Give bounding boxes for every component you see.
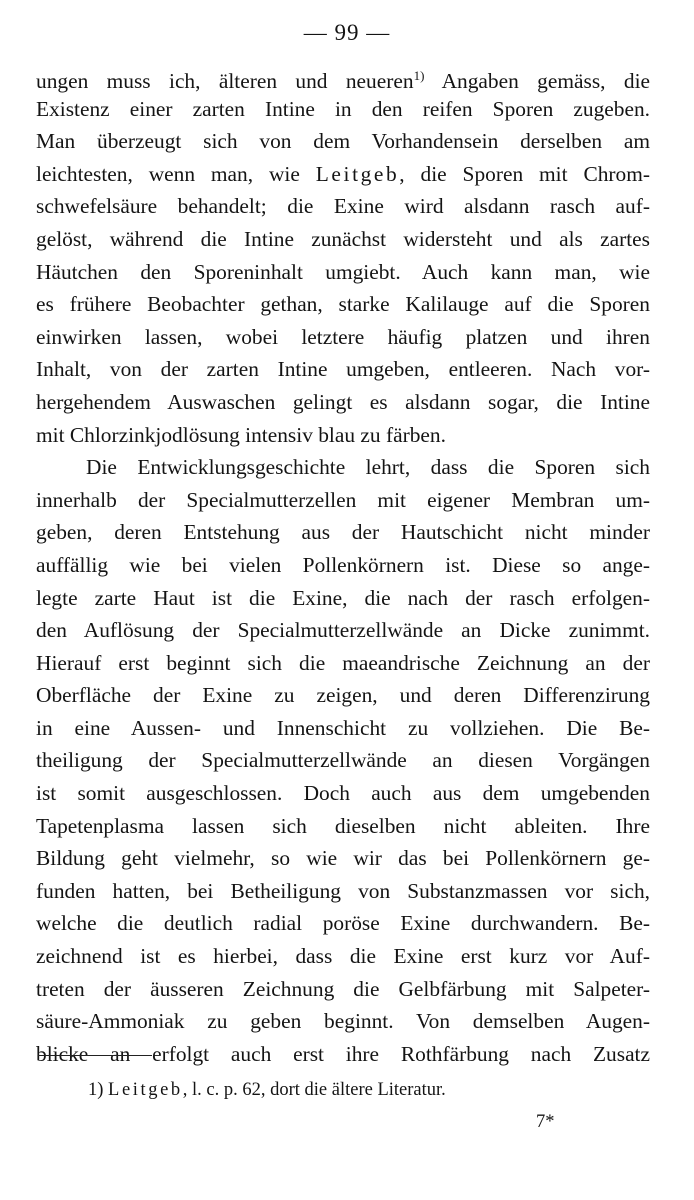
text-run: hergehendem Auswaschen gelingt es alsdann sogar, die Intine — [36, 389, 650, 414]
text-run: säure-Ammoniak zu geben beginnt. Von demselben Augen- — [36, 1009, 650, 1034]
text-run: leichtesten, wenn man, wie — [36, 161, 316, 186]
text-run: , l. c. p. 62, dort die ältere Literatur. — [182, 1080, 446, 1100]
text-run: in eine Aussen- und Innenschicht zu vollziehen. Die Be- — [36, 715, 650, 740]
text-line — [36, 386, 650, 419]
text-run: welche die deutlich radial poröse Exine durchwandern. Be- — [36, 911, 650, 936]
text-line — [36, 223, 650, 256]
text-line — [36, 907, 650, 940]
printer-signature: 7* — [536, 1112, 555, 1132]
text-run: zeichnend ist es hierbei, dass die Exine erst kurz vor Auf- — [36, 944, 650, 969]
spaced-author-name: Leitgeb — [108, 1080, 183, 1100]
text-line — [36, 549, 650, 582]
text-run: es frühere Beobachter gethan, starke Kalilauge auf die Sporen — [36, 292, 650, 317]
text-line — [36, 614, 650, 647]
spaced-author-name: Leitgeb — [315, 161, 400, 186]
text-run: 1) — [88, 1080, 109, 1100]
text-line — [36, 712, 650, 745]
text-run: ungen muss ich, älteren und neueren — [36, 69, 414, 93]
footnote — [88, 1077, 446, 1103]
text-run: mit Chlorzinkjodlösung intensiv blau zu färben. — [36, 422, 446, 447]
text-run: Bildung geht vielmehr, so wie wir das bei Pollenkörnern ge- — [36, 846, 650, 871]
text-line — [36, 582, 650, 615]
text-line — [36, 777, 650, 810]
text-line — [36, 516, 650, 549]
text-run: Existenz einer zarten Intine in den reifen Sporen zugeben. — [36, 96, 650, 121]
text-run: auffällig wie bei vielen Pollenkörnern ist. Diese so ange- — [36, 552, 650, 577]
text-run: innerhalb der Specialmutterzellen mit eigener Membran um- — [36, 487, 650, 512]
text-line — [36, 484, 650, 517]
text-run: gelöst, während die Intine zunächst widersteht und als zartes — [36, 226, 650, 251]
text-run: schwefelsäure behandelt; die Exine wird alsdann rasch auf- — [36, 194, 650, 219]
text-run: den Auflösung der Specialmutterzellwände an Dicke zunimmt. — [36, 618, 650, 643]
text-line — [36, 973, 650, 1006]
text-line — [36, 419, 650, 452]
text-run: Man überzeugt sich von dem Vorhandensein derselben am — [36, 129, 650, 154]
text-run: Inhalt, von der zarten Intine umgeben, entleeren. Nach vor- — [36, 357, 650, 382]
text-run: Angaben gemäss, die — [424, 69, 650, 93]
text-line — [36, 93, 650, 126]
text-line — [36, 60, 650, 93]
text-run: theiligung der Specialmutterzellwände an diesen Vorgängen — [36, 748, 650, 773]
text-line — [36, 158, 650, 191]
text-run: Hierauf erst beginnt sich die maeandrische Zeichnung an der — [36, 650, 650, 675]
text-line — [36, 679, 650, 712]
text-line — [36, 288, 650, 321]
text-line — [36, 190, 650, 223]
page-number: — 99 — — [303, 20, 391, 45]
text-line — [36, 810, 650, 843]
text-line — [36, 125, 650, 158]
text-run: Oberfläche der Exine zu zeigen, und deren Differenzirung — [36, 683, 650, 708]
text-line — [36, 353, 650, 386]
text-run: , die Sporen mit Chrom- — [399, 161, 650, 186]
text-run: legte zarte Haut ist die Exine, die nach der rasch erfolgen- — [36, 585, 650, 610]
text-run: geben, deren Entstehung aus der Hautschicht nicht minder — [36, 520, 650, 545]
text-line — [36, 321, 650, 354]
text-run: Die Entwicklungsgeschichte lehrt, dass die Sporen sich — [86, 455, 650, 480]
text-line — [36, 256, 650, 289]
text-run: treten der äusseren Zeichnung die Gelbfärbung mit Salpeter- — [36, 976, 650, 1001]
body-text — [36, 60, 650, 1070]
text-line — [36, 940, 650, 973]
text-line — [36, 875, 650, 908]
footnote-divider — [38, 1055, 152, 1056]
text-line — [36, 451, 650, 484]
text-run: blicke an erfolgt auch erst ihre Rothfärbung nach Zusatz — [36, 1041, 650, 1066]
text-line — [36, 647, 650, 680]
footnote-reference: 1) — [413, 68, 425, 83]
text-run: funden hatten, bei Betheiligung von Substanzmassen vor sich, — [36, 878, 650, 903]
text-run: einwirken lassen, wobei letztere häufig platzen und ihren — [36, 324, 650, 349]
text-line — [36, 842, 650, 875]
text-run: Tapetenplasma lassen sich dieselben nicht ableiten. Ihre — [36, 813, 650, 838]
text-line — [36, 744, 650, 777]
text-run: Häutchen den Sporeninhalt umgiebt. Auch kann man, wie — [36, 259, 650, 284]
text-run: ist somit ausgeschlossen. Doch auch aus dem umgebenden — [36, 781, 650, 806]
text-line — [36, 1005, 650, 1038]
